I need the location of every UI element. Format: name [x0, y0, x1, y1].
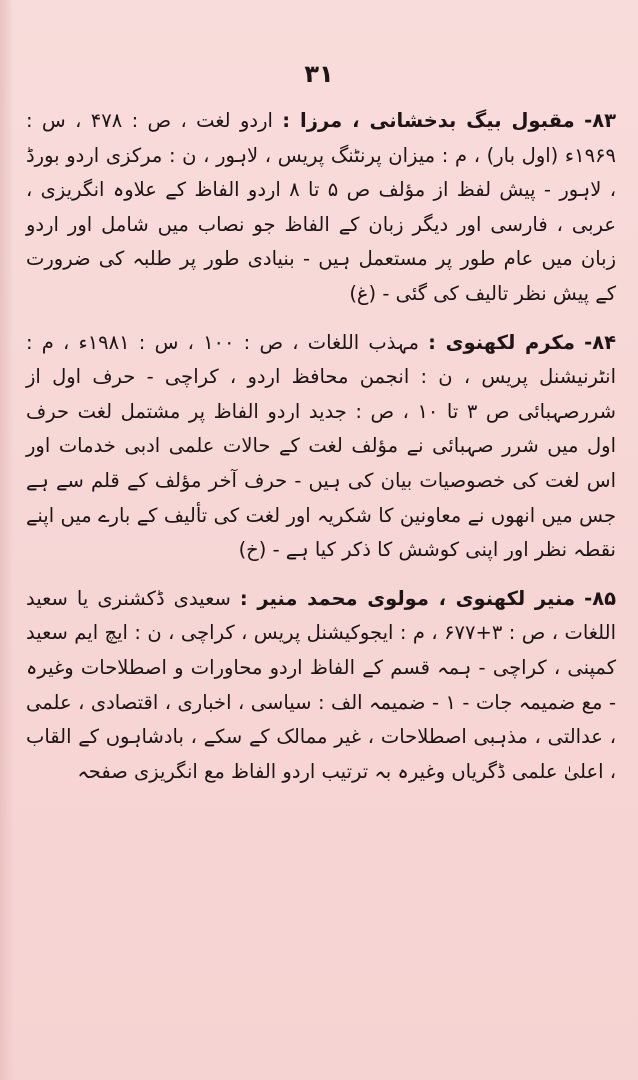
entry-author: مکرم لکھنوی :: [428, 330, 575, 354]
entry-84: [26, 326, 616, 568]
entry-author: منیر لکھنوی ، مولوی محمد منیر :: [239, 586, 576, 610]
page-edge-shadow: [0, 0, 14, 1080]
entry-text: سعیدی ڈکشنری یا سعید اللغات ، ص : ۳+۶۷۷ ، م : ایجوکیشنل پریس ، کراچی ، ن : ایچ ایم سعید کمپنی ، کراچی - ہمہ قسم کے الفاظ اردو محاورات و اصطلاحات وغیرہ - مع ضمیمہ جات - ۱ - ضمیمہ الف : سیاسی ، اخباری ، اقتصادی ، علمی ، عدالتی ، مذہبی اصطلاحات ، غیر ممالک کے سکے ، بادشاہوں کے القاب ، اعلیٰ علمی ڈگریاں وغیرہ بہ ترتیب اردو الفاظ مع انگریزی صفحہ: [26, 586, 616, 783]
entry-text: مہذب اللغات ، ص : ۱۰۰ ، س : ۱۹۸۱ء ، م : انٹرنیشنل پریس ، ن : انجمن محافظ اردو ، کراچی - حرف اول از شررصہبائی ص ۳ تا ۱۰ ، ص : جدید اردو الفاظ پر مشتمل لغت حرف اول میں شرر صہبائی نے مؤلف لغت کے حالات علمی ادبی خدمات اور اس لغت کی خصوصیات بیان کی ہیں - حرف آخر مؤلف کے قلم سے ہے جس میں انھوں نے معاونین کا شکریہ اور لغت کی تألیف کے بارے میں اپنے نقطہ نظر اور اپنی کوشش کا ذکر کیا ہے - (خ): [26, 330, 616, 562]
entry-text: اردو لغت ، ص : ۴۷۸ ، س : ۱۹۶۹ء (اول بار) ، م : میزان پرنٹنگ پریس ، لاہور ، ن : مرکزی اردو بورڈ ، لاہور - پیش لفظ از مؤلف ص ۵ تا ۸ اردو الفاظ کے علاوہ انگریزی ، عربی ، فارسی اور دیگر زبان کے الفاظ جو نصاب میں شامل اور اردو زبان میں عام طور پر مستعمل ہیں - بنیادی طور پر طلبہ کی ضرورت کے پیش نظر تالیف کی گئی - (غ): [26, 109, 616, 305]
entries-list: [26, 104, 616, 789]
entry-number: ۸۳-: [584, 109, 617, 132]
entry-author: مقبول بیگ بدخشانی ، مرزا :: [282, 109, 575, 132]
entry-83: [26, 104, 616, 312]
entry-number: ۸۵-: [584, 586, 616, 610]
entry-85: [26, 582, 616, 790]
entry-number: ۸۴-: [584, 330, 617, 354]
page-number: ۳۱: [304, 60, 334, 88]
